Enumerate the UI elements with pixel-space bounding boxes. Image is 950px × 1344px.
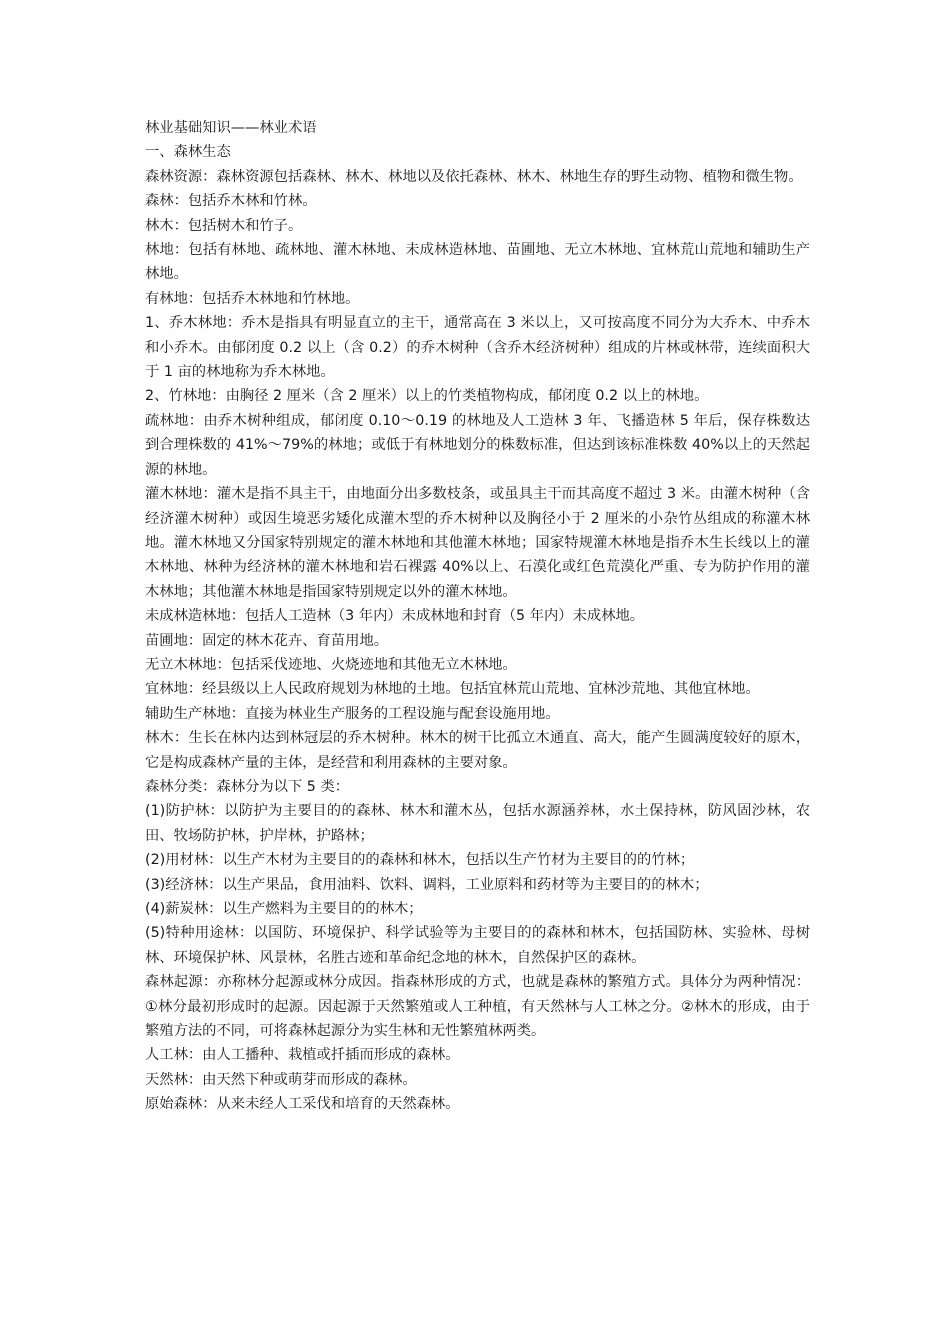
paragraph-shrub-land: 灌木林地：灌木是指不具主干，由地面分出多数枝条，或虽具主干而其高度不超过 3 米。由灌木树种（含经济灌木树种）或因生境恶劣矮化成灌木型的乔木树种以及胸径小于 2 厘米的小杂竹丛组成的称灌木林地。灌木林地又分国家特别规定的灌木林地和其他灌木林地；国家特规灌木林地是指乔木生长线以上的灌木林地、林种为经济林的灌木林地和岩石裸露 40%以上、石漠化或红色荒漠化严重、专为防护作用的灌木林地；其他灌木林地是指国家特别规定以外的灌木林地。 — [145, 486, 810, 600]
paragraph-stand-trees: 林木：生长在林内达到林冠层的乔木树种。林木的树干比孤立木通直、高大，能产生圆满度较好的原木，它是构成森林产量的主体，是经营和利用森林的主要对象。 — [145, 730, 810, 771]
paragraph-forest-resources: 森林资源：森林资源包括森林、林木、林地以及依托森林、林木、林地生存的野生动物、植物和微生物。 — [145, 168, 803, 185]
paragraph-natural-forest: 天然林：由天然下种或萌芽而形成的森林。 — [145, 1071, 417, 1088]
paragraph-forest-classification: 森林分类：森林分为以下 5 类： — [145, 778, 350, 795]
paragraph-forest-land: 林地：包括有林地、疏林地、灌木林地、未成林造林地、苗圃地、无立木林地、宜林荒山荒地和辅助生产林地。 — [145, 242, 810, 283]
paragraph-suitable-land: 宜林地：经县级以上人民政府规划为林地的土地。包括宜林荒山荒地、宜林沙荒地、其他宜林地。 — [145, 681, 760, 698]
paragraph-sparse-land: 疏林地：由乔木树种组成，郁闭度 0.10～0.19 的林地及人工造林 3 年、飞播造林 5 年后，保存株数达到合理株数的 41%～79%的林地；或低于有林地划分的株数标准，但达到该标准株数 40%以上的天然起源的林地。 — [145, 412, 810, 478]
document-body — [145, 116, 810, 1117]
document-title: 林业基础知识——林业术语 — [145, 120, 317, 136]
paragraph-stocked-land: 有林地：包括乔木林地和竹林地。 — [145, 290, 360, 307]
section-heading: 一、森林生态 — [145, 144, 231, 161]
list-item-protection-forest: (1)防护林：以防护为主要目的的森林、林木和灌木丛，包括水源涵养林，水土保持林，防风固沙林，农田、牧场防护林，护岸林，护路林； — [145, 803, 810, 844]
paragraph-treeless-land: 无立木林地：包括采伐迹地、火烧迹地和其他无立木林地。 — [145, 656, 517, 673]
paragraph-trees: 林木：包括树木和竹子。 — [145, 217, 303, 234]
paragraph-forest: 森林：包括乔木林和竹林。 — [145, 193, 317, 210]
paragraph-plantation: 人工林：由人工播种、栽植或扦插而形成的森林。 — [145, 1047, 460, 1064]
paragraph-nursery: 苗圃地：固定的林木花卉、育苗用地。 — [145, 632, 389, 649]
paragraph-arbor-land: 1、乔木林地：乔木是指具有明显直立的主干，通常高在 3 米以上，又可按高度不同分为大乔木、中乔木和小乔木。由郁闭度 0.2 以上（含 0.2）的乔木树种（含乔木经济树种）组成的片林或林带，连续面积大于 1 亩的林地称为乔木林地。 — [145, 315, 810, 381]
paragraph-primeval-forest: 原始森林：从来未经人工采伐和培育的天然森林。 — [145, 1096, 460, 1113]
list-item-economic-forest: (3)经济林：以生产果品，食用油料、饮料、调料，工业原料和药材等为主要目的的林木； — [145, 876, 709, 893]
list-item-special-forest: (5)特种用途林：以国防、环境保护、科学试验等为主要目的的森林和林木，包括国防林、实验林、母树林、环境保护林、风景林，名胜古迹和革命纪念地的林木，自然保护区的森林。 — [145, 925, 810, 966]
list-item-fuel-forest: (4)薪炭林：以生产燃料为主要目的的林木； — [145, 901, 423, 917]
paragraph-unestablished-land: 未成林造林地：包括人工造林（3 年内）未成林地和封育（5 年内）未成林地。 — [145, 608, 645, 625]
list-item-timber-forest: (2)用材林：以生产木材为主要目的的森林和林木，包括以生产竹材为主要目的的竹林； — [145, 852, 695, 869]
paragraph-auxiliary-land: 辅助生产林地：直接为林业生产服务的工程设施与配套设施用地。 — [145, 705, 560, 722]
paragraph-forest-origin: 森林起源：亦称林分起源或林分成因。指森林形成的方式，也就是森林的繁殖方式。具体分为两种情况：①林分最初形成时的起源。因起源于天然繁殖或人工种植，有天然林与人工林之分。②林木的形成，由于繁殖方法的不同，可将森林起源分为实生林和无性繁殖林两类。 — [145, 974, 810, 1040]
paragraph-bamboo-land: 2、竹林地：由胸径 2 厘米（含 2 厘米）以上的竹类植物构成，郁闭度 0.2 以上的林地。 — [145, 388, 709, 405]
